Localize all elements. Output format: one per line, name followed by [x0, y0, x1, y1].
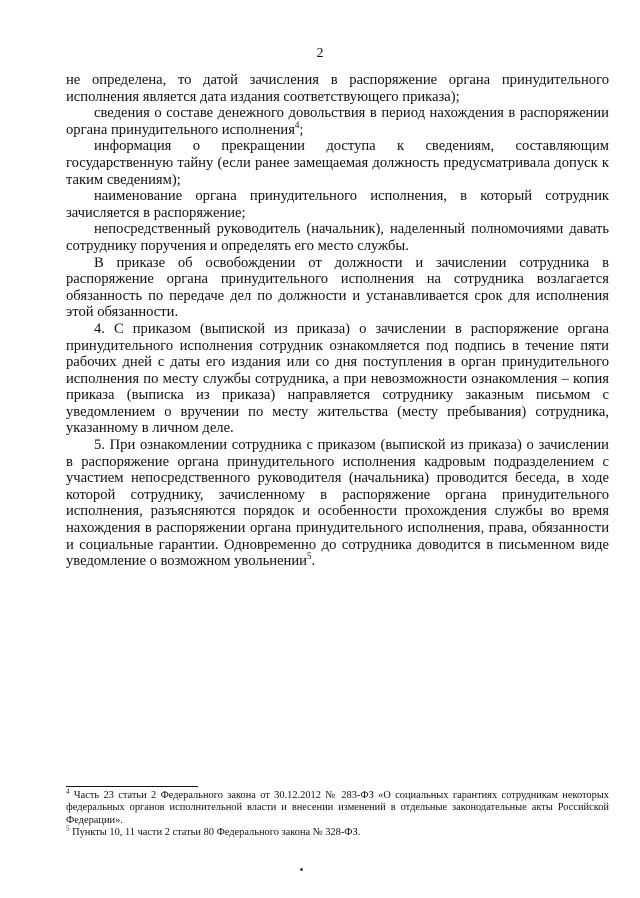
document-body [66, 72, 609, 570]
footnote-5-text: Пункты 10, 11 части 2 статьи 80 Федерального закона № 328-ФЗ. [69, 827, 361, 839]
footnote-4-text: Часть 23 статьи 2 Федерального закона от 30.12.2012 № 283-ФЗ «О социальных гарантиях сотрудникам некоторых федеральных органов исполнительной власти и внесении изменений в отдельные законодательные акты Российской Федерации». [66, 790, 609, 826]
footnote-ref-4[interactable]: 4 [294, 119, 300, 130]
paragraph-8-tail: . [311, 553, 316, 570]
paragraph-2-tail: ; [299, 121, 304, 138]
footnote-4-number: 4 [66, 787, 70, 796]
paragraph-8 [66, 437, 609, 570]
footnote-ref-5[interactable]: 5 [306, 551, 312, 562]
paragraph-4 [66, 188, 609, 221]
paragraph-6-text: В приказе об освобождении от должности и зачислении сотрудника в распоряжение органа принудительного исполнения на сотрудника возлагается обязанность по передаче дел по должности и устанавливается срок для исполнения этой обязанности. [66, 254, 609, 321]
paragraph-2 [66, 105, 609, 138]
paragraph-3-text: информация о прекращении доступа к сведениям, составляющим государственную тайну (если ранее замещаемая должность предусматривала допуск к таким сведениям); [66, 138, 609, 188]
paragraph-5-text: непосредственный руководитель (начальник), наделенный полномочиями давать сотруднику поручения и определять его место службы. [66, 221, 609, 254]
paragraph-3 [66, 138, 609, 188]
paragraph-8-text: 5. При ознакомлении сотрудника с приказом (выпиской из приказа) о зачислении в распоряжение органа принудительного исполнения кадровым подразделением с участием непосредственного руководителя (начальника) проводится беседа, в ходе которой сотруднику, зачисленному в распоряжение органа принудительного исполнения, разъясняются порядок и особенности прохождения службы во время нахождения в распоряжении органа принудительного исполнения, права, обязанности и социальные гарантии. Одновременно до сотрудника доводится в письменном виде уведомление о возможном увольнении [66, 437, 609, 570]
footnote-5-number: 5 [66, 824, 70, 833]
paragraph-7-text: 4. С приказом (выпиской из приказа) о зачислении в распоряжение органа принудительного исполнения сотрудник ознакомляется под подпись в течение пяти рабочих дней с даты его издания или со дня поступления в орган принудительного исполнения по месту службы сотрудника, а при невозможности ознакомления – копия приказа (выписка из приказа) направляется сотруднику заказным письмом с уведомлением о вручении по месту жительства (месту пребывания) сотрудника, указанному в личном деле. [66, 320, 609, 437]
paragraph-7 [66, 321, 609, 437]
footnote-divider [66, 786, 198, 787]
paragraph-5 [66, 221, 609, 254]
paragraph-1 [66, 72, 609, 105]
paragraph-1-text: не определена, то датой зачисления в распоряжение органа принудительного исполнения является дата издания соответствующего приказа); [66, 72, 609, 105]
footnote-4 [66, 787, 609, 827]
paragraph-4-text: наименование органа принудительного исполнения, в который сотрудник зачисляется в распоряжение; [66, 188, 609, 221]
footnote-5 [66, 824, 609, 839]
paragraph-6 [66, 255, 609, 321]
paragraph-2-text: сведения о составе денежного довольствия в период нахождения в распоряжении органа принудительного исполнения [66, 105, 609, 138]
scan-speck [300, 868, 303, 871]
page-number: 2 [316, 46, 324, 61]
footnotes [66, 787, 609, 840]
